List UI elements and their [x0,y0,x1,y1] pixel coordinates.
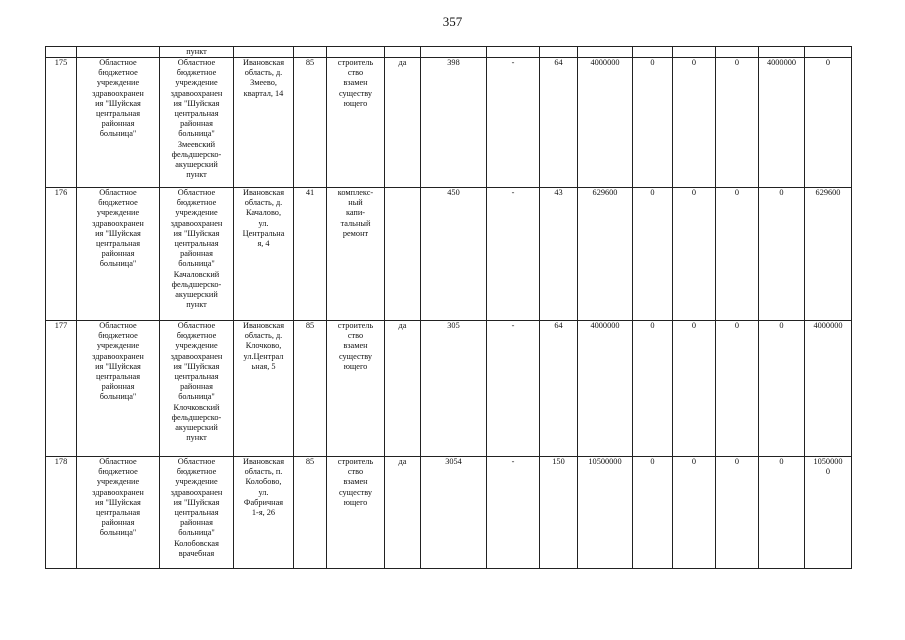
table-row [46,58,852,188]
value-cell: 4000000 [578,321,633,457]
value-cell: - [487,457,540,569]
value-cell: 629600 [805,188,852,321]
value-cell: да [385,321,421,457]
facility-cell: Областное бюджетное учреждение здравоохранен ия "Шуйская центральная районная больница" Клочковский фельдшерско- акушерский пункт [160,321,234,457]
organization-cell: Областное бюджетное учреждение здравоохранен ия "Шуйская центральная районная больница" [77,457,160,569]
address-cell: Ивановская область, п. Колобово, ул. Фабричная 1-я, 26 [234,457,294,569]
table-row [46,321,852,457]
facility-cell: Областное бюджетное учреждение здравоохранен ия "Шуйская центральная районная больница" Качаловский фельдшерско- акушерский пункт [160,188,234,321]
work-type-cell: строитель ство взамен существу ющего [327,457,385,569]
value-cell: 0 [716,457,759,569]
value-cell: да [385,58,421,188]
value-cell: - [487,321,540,457]
value-cell: 0 [633,188,673,321]
value-cell: 0 [716,188,759,321]
value-cell: 85 [294,321,327,457]
value-cell: - [487,188,540,321]
value-cell: 0 [716,58,759,188]
value-cell: 150 [540,457,578,569]
data-table [45,46,852,569]
value-cell: 305 [421,321,487,457]
value-cell: 450 [421,188,487,321]
value-cell: 85 [294,457,327,569]
table-row [46,188,852,321]
value-cell: 41 [294,188,327,321]
value-cell: 0 [759,188,805,321]
value-cell: 0 [673,58,716,188]
value-cell: 10500000 [578,457,633,569]
value-cell [385,188,421,321]
value-cell: 43 [540,188,578,321]
continued-text: пункт [160,47,234,58]
organization-cell: Областное бюджетное учреждение здравоохранен ия "Шуйская центральная районная больница" [77,321,160,457]
organization-cell: Областное бюджетное учреждение здравоохранен ия "Шуйская центральная районная больница" [77,188,160,321]
value-cell: 0 [759,321,805,457]
value-cell: 0 [805,58,852,188]
value-cell: 0 [633,321,673,457]
value-cell: 0 [759,457,805,569]
row-number: 175 [46,58,77,188]
work-type-cell: строитель ство взамен существу ющего [327,58,385,188]
row-number: 178 [46,457,77,569]
value-cell: 64 [540,58,578,188]
address-cell: Ивановская область, д. Змеево, квартал, 14 [234,58,294,188]
table-row [46,457,852,569]
value-cell: да [385,457,421,569]
value-cell: 0 [716,321,759,457]
value-cell: - [487,58,540,188]
value-cell: 85 [294,58,327,188]
value-cell: 0 [673,188,716,321]
value-cell: 3054 [421,457,487,569]
value-cell: 4000000 [759,58,805,188]
value-cell: 4000000 [578,58,633,188]
work-type-cell: комплекс- ный капи- тальный ремонт [327,188,385,321]
address-cell: Ивановская область, д. Клочково, ул.Централ ьная, 5 [234,321,294,457]
continued-row [46,47,852,58]
value-cell: 0 [633,58,673,188]
row-number: 176 [46,188,77,321]
value-cell: 0 [673,457,716,569]
facility-cell: Областное бюджетное учреждение здравоохранен ия "Шуйская центральная районная больница" Колобовская врачебная [160,457,234,569]
facility-cell: Областное бюджетное учреждение здравоохранен ия "Шуйская центральная районная больница" Змеевский фельдшерско- акушерский пункт [160,58,234,188]
organization-cell: Областное бюджетное учреждение здравоохранен ия "Шуйская центральная районная больница" [77,58,160,188]
value-cell: 4000000 [805,321,852,457]
address-cell: Ивановская область, д. Качалово, ул. Центральна я, 4 [234,188,294,321]
value-cell: 1050000 0 [805,457,852,569]
value-cell: 0 [633,457,673,569]
work-type-cell: строитель ство взамен существу ющего [327,321,385,457]
value-cell: 0 [673,321,716,457]
value-cell: 64 [540,321,578,457]
row-number: 177 [46,321,77,457]
value-cell: 398 [421,58,487,188]
page-number: 357 [442,14,463,29]
value-cell: 629600 [578,188,633,321]
